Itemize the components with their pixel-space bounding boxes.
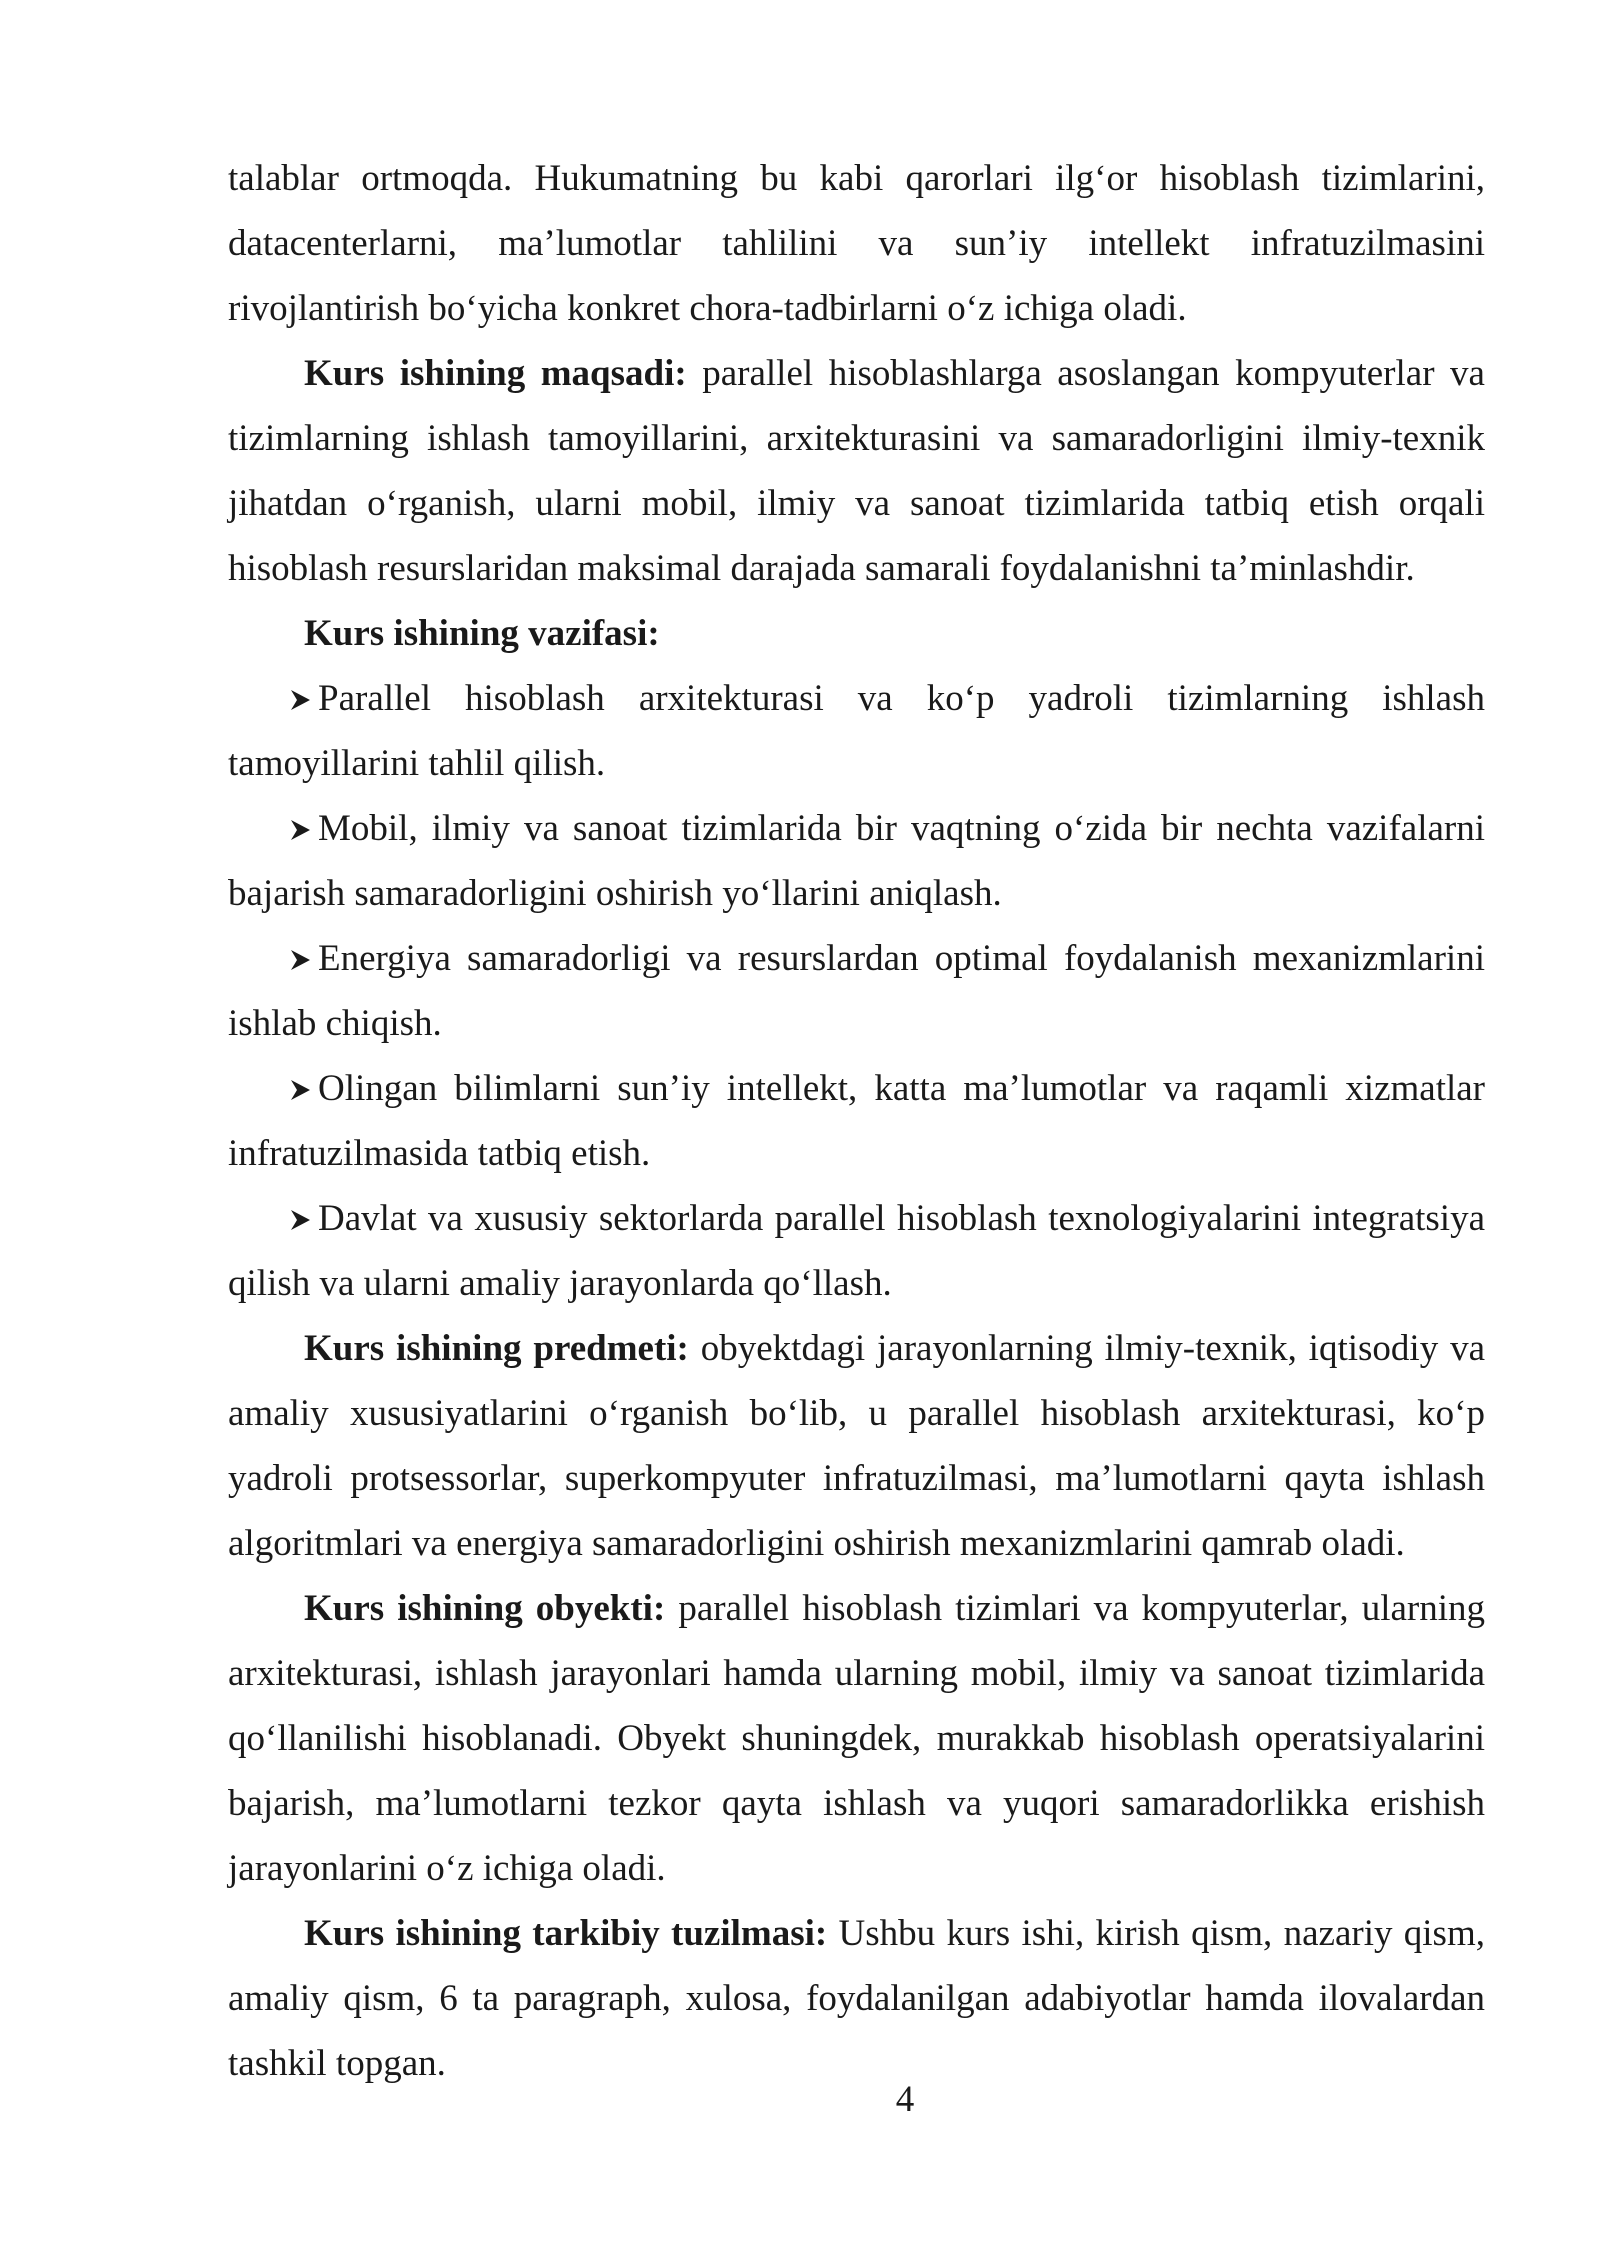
subject-text: obyektdagi jarayonlarning ilmiy-texnik, iqtisodiy va amaliy xususiyatlarini o‘rganish bo‘lib, u parallel hisoblash arxitekturasi, ko‘p yadroli protsessorlar, superkompyuter infratuzilmasi, ma’lumotlarni qayta ishlash algoritmlari va energiya samaradorligini oshirish mexanizmlarini qamrab oladi. [228,1328,1485,1564]
tasks-heading [228,601,1485,666]
object-label: Kurs ishining obyekti: [304,1588,666,1629]
structure-label: Kurs ishining tarkibiy tuzilmasi: [304,1913,828,1954]
task-item-text: Parallel hisoblash arxitekturasi va ko‘p yadroli tizimlarning ishlash tamoyillarini tahlil qilish. [228,678,1485,784]
task-item-text: Davlat va xususiy sektorlarda parallel hisoblash texnologiyalarini integratsiya qilish va ularni amaliy jarayonlarda qo‘llash. [228,1198,1485,1304]
arrowhead-bullet-icon [288,796,318,861]
task-item [228,1186,1485,1316]
arrowhead-bullet-icon [288,1186,318,1251]
object-text: parallel hisoblash tizimlari va kompyuterlar, ularning arxitekturasi, ishlash jarayonlari hamda ularning mobil, ilmiy va sanoat tizimlarida qo‘llanilishi hisoblanadi. Obyekt shuningdek, murakkab hisoblash operatsiyalarini bajarish, ma’lumotlarni tezkor qayta ishlash va yuqori samaradorlikka erishish jarayonlarini o‘z ichiga oladi. [228,1588,1486,1889]
arrowhead-bullet-icon [288,1056,318,1121]
intro-paragraph [228,146,1485,341]
task-item [228,796,1485,926]
structure-paragraph [228,1901,1485,2096]
page-number: 4 [895,2079,915,2120]
task-item [228,1056,1485,1186]
document-page [228,146,1485,2096]
task-item-text: Energiya samaradorligi va resurslardan optimal foydalanish mexanizmlarini ishlab chiqish. [228,938,1485,1044]
arrowhead-bullet-icon [288,926,318,991]
task-item-text: Olingan bilimlarni sun’iy intellekt, katta ma’lumotlar va raqamli xizmatlar infratuzilmasida tatbiq etish. [228,1068,1485,1174]
task-item [228,926,1485,1056]
task-item-text: Mobil, ilmiy va sanoat tizimlarida bir vaqtning o‘zida bir nechta vazifalarni bajarish samaradorligini oshirish yo‘llarini aniqlash. [228,808,1485,914]
goal-label: Kurs ishining maqsadi: [304,353,687,394]
structure-text: Ushbu kurs ishi, kirish qism, nazariy qism, amaliy qism, 6 ta paragraph, xulosa, foydalanilgan adabiyotlar hamda ilovalardan tashkil topgan. [228,1913,1485,2084]
intro-text: talablar ortmoqda. Hukumatning bu kabi qarorlari ilg‘or hisoblash tizimlarini, datacenterlarni, ma’lumotlar tahlilini va sun’iy intellekt infratuzilmasini rivojlantirish bo‘yicha konkret chora-tadbirlarni o‘z ichiga oladi. [228,158,1485,329]
tasks-label: Kurs ishining vazifasi: [304,613,660,654]
task-item [228,666,1485,796]
arrowhead-bullet-icon [288,666,318,731]
goal-paragraph [228,341,1485,601]
object-paragraph [228,1576,1485,1901]
subject-paragraph [228,1316,1485,1576]
goal-text: parallel hisoblashlarga asoslangan kompyuterlar va tizimlarning ishlash tamoyillarini, arxitekturasini va samaradorligini ilmiy-texnik jihatdan o‘rganish, ularni mobil, ilmiy va sanoat tizimlarida tatbiq etish orqali hisoblash resurslaridan maksimal darajada samarali foydalanishni ta’minlashdir. [228,353,1485,589]
subject-label: Kurs ishining predmeti: [304,1328,689,1369]
